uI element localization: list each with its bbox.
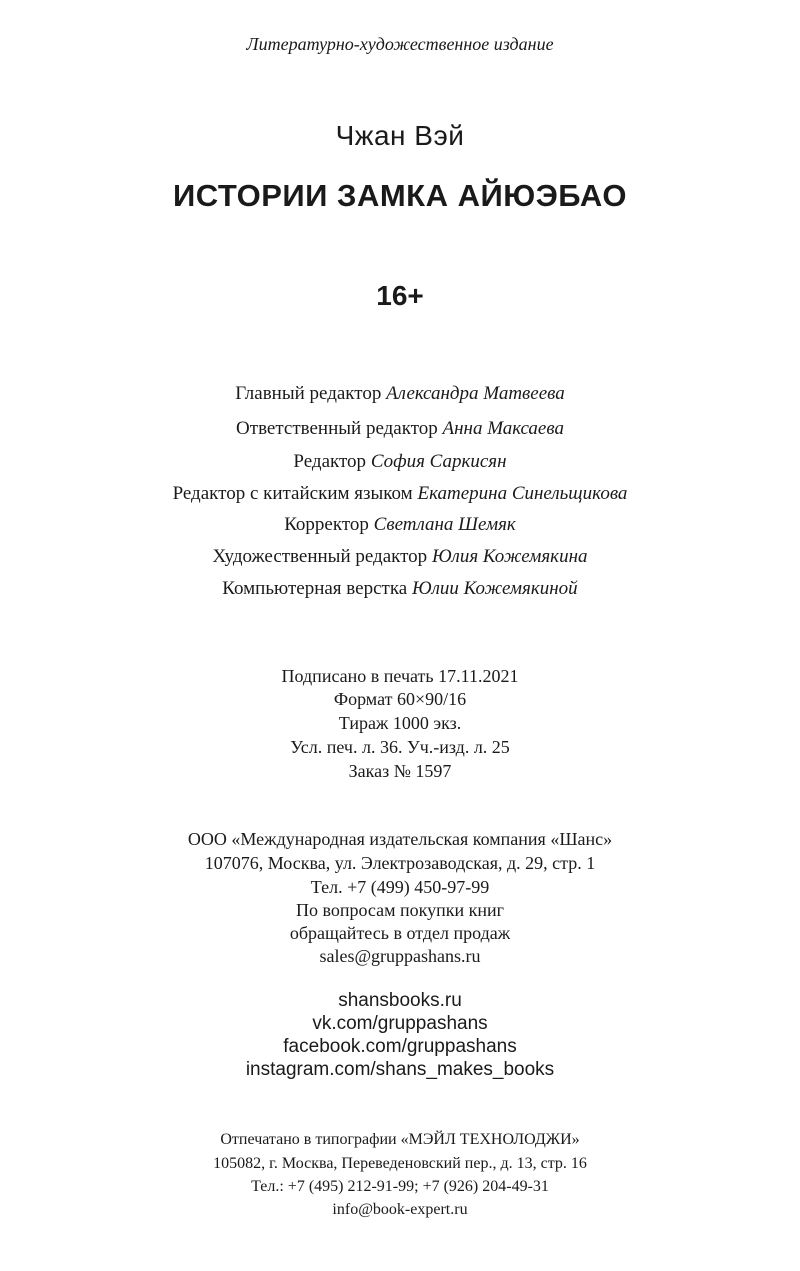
web-link-facebook: facebook.com/gruppashans — [283, 1036, 517, 1057]
publisher-sales-note: По вопросам покупки книг — [295, 900, 505, 920]
publisher-address: 107076, Москва, ул. Электрозаводская, д. 29, стр. 1 — [204, 853, 596, 873]
printer-email: info@book-expert.ru — [332, 1201, 468, 1218]
credit-role: Редактор — [293, 451, 367, 472]
credit-role: Редактор с китайским языком — [172, 483, 413, 504]
credit-role: Художественный редактор — [212, 546, 428, 567]
credit-name: Юлия Кожемякина — [431, 546, 588, 567]
credit-name: Юлии Кожемякиной — [411, 578, 578, 599]
edition-type-subtitle: Литературно-художественное издание — [246, 34, 554, 54]
credit-name: Александра Матвеева — [386, 383, 565, 404]
book-title: ИСТОРИИ ЗАМКА АЙЮЭБАО — [173, 178, 627, 213]
credit-name: Екатерина Синельщикова — [417, 483, 628, 504]
web-link-instagram: instagram.com/shans_makes_books — [245, 1059, 555, 1080]
print-info-sheets: Усл. печ. л. 36. Уч.-изд. л. 25 — [290, 737, 510, 757]
credit-line-chinese-editor — [0, 483, 800, 505]
print-info-order: Заказ № 1597 — [348, 761, 452, 781]
publisher-sales-note-2: обращайтесь в отдел продаж — [289, 923, 511, 943]
print-info-run: Тираж 1000 экз. — [338, 713, 462, 733]
credit-name: София Саркисян — [370, 451, 507, 472]
credit-line-art-editor — [0, 546, 800, 568]
age-rating: 16+ — [376, 280, 424, 311]
print-info-format: Формат 60×90/16 — [333, 689, 467, 709]
printer-phone: Тел.: +7 (495) 212-91-99; +7 (926) 204-49-31 — [251, 1178, 549, 1195]
web-link-site: shansbooks.ru — [338, 990, 462, 1011]
credit-role: Корректор — [284, 514, 369, 535]
publisher-phone: Тел. +7 (499) 450-97-99 — [310, 877, 490, 897]
credit-role: Ответственный редактор — [236, 418, 438, 439]
credit-line-chief-editor — [0, 383, 800, 405]
author-name: Чжан Вэй — [335, 120, 465, 151]
print-info-signed-date: Подписано в печать 17.11.2021 — [281, 666, 519, 686]
credit-line-proofreader — [0, 514, 800, 536]
credit-line-layout — [0, 578, 800, 600]
credit-name: Анна Максаева — [442, 418, 564, 439]
printer-address: 105082, г. Москва, Переведеновский пер., д. 13, стр. 16 — [213, 1155, 587, 1172]
printer-name: Отпечатано в типографии «МЭЙЛ ТЕХНОЛОДЖИ» — [220, 1131, 580, 1148]
credit-line-managing-editor — [0, 418, 800, 440]
credit-role: Компьютерная верстка — [222, 578, 408, 599]
credit-role: Главный редактор — [235, 383, 382, 404]
publisher-name: ООО «Международная издательская компания «Шанс» — [187, 829, 613, 849]
publisher-sales-email: sales@gruppashans.ru — [319, 946, 481, 966]
web-link-vk: vk.com/gruppashans — [312, 1013, 488, 1034]
credit-name: Светлана Шемяк — [373, 514, 516, 535]
credit-line-editor — [0, 451, 800, 473]
